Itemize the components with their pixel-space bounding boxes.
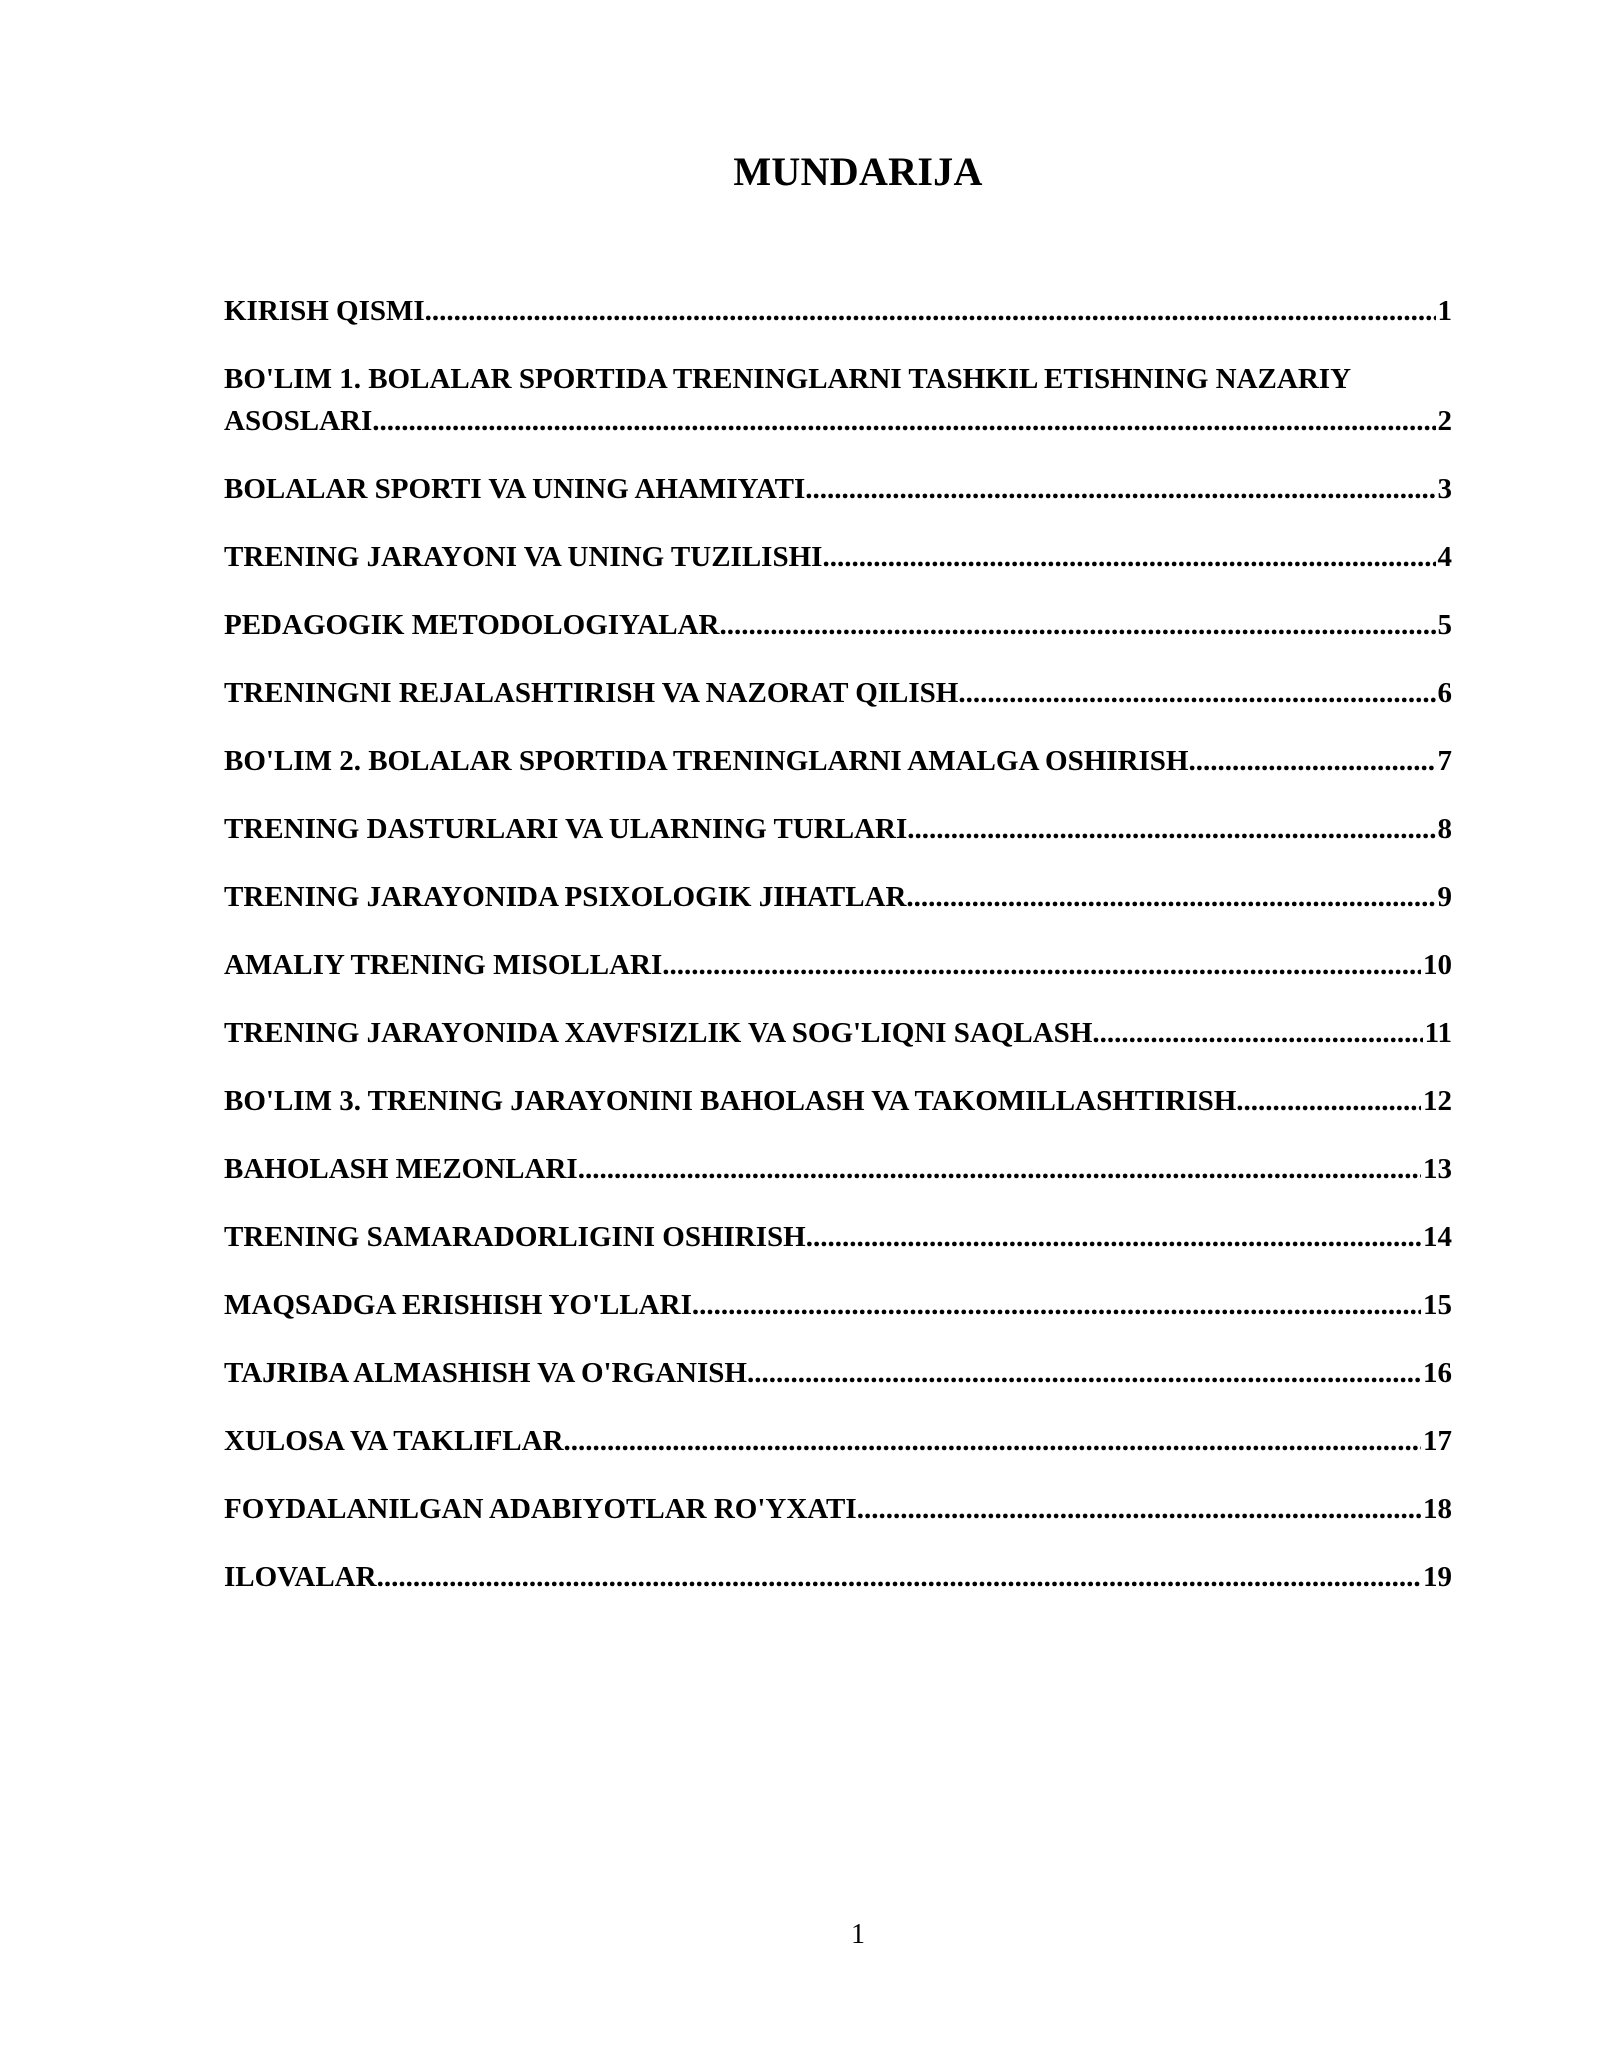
toc-entry[interactable] (224, 944, 1452, 986)
toc-dot-leader (906, 876, 1435, 918)
table-of-contents (224, 290, 1452, 1624)
toc-entry-title: BAHOLASH MEZONLARI (224, 1153, 578, 1185)
toc-entry-page: 8 (1437, 813, 1452, 845)
page-title: MUNDARIJA (733, 149, 983, 194)
toc-dot-leader (1236, 1080, 1421, 1122)
toc-entry-title: TRENING JARAYONIDA PSIXOLOGIK JIHATLAR (224, 881, 907, 913)
toc-entry[interactable] (224, 672, 1452, 714)
toc-entry[interactable] (224, 468, 1452, 510)
toc-entry-title: BO'LIM 2. BOLALAR SPORTIDA TRENINGLARNI AMALGA OSHIRISH (224, 745, 1189, 777)
toc-entry-title: TRENINGNI REJALASHTIRISH VA NAZORAT QILISH (224, 677, 959, 709)
toc-entry-title: BO'LIM 3. TRENING JARAYONINI BAHOLASH VA TAKOMILLASHTIRISH (224, 1085, 1237, 1117)
toc-dot-leader (822, 536, 1435, 578)
toc-dot-leader (805, 468, 1435, 510)
toc-dot-leader (747, 1352, 1421, 1394)
toc-dot-leader (692, 1284, 1421, 1326)
toc-entry-title: TRENING JARAYONIDA XAVFSIZLIK VA SOG'LIQNI SAQLASH (224, 1017, 1093, 1049)
toc-entry-page: 5 (1437, 609, 1452, 641)
toc-entry-page: 10 (1423, 949, 1452, 981)
toc-entry-title: TRENING JARAYONI VA UNING TUZILISHI (224, 541, 823, 573)
toc-entry-title: MAQSADGA ERISHISH YO'LLARI (224, 1289, 692, 1321)
toc-entry-title: FOYDALANILGAN ADABIYOTLAR RO'YXATI (224, 1493, 857, 1525)
toc-entry-page: 14 (1423, 1221, 1452, 1253)
toc-entry-page: 7 (1437, 745, 1452, 777)
toc-entry[interactable] (224, 1420, 1452, 1462)
toc-entry-title-line1: BO'LIM 1. BOLALAR SPORTIDA TRENINGLARNI TASHKIL ETISHNING NAZARIY (224, 363, 1352, 395)
toc-dot-leader (720, 604, 1436, 646)
toc-entry-page: 11 (1424, 1017, 1452, 1049)
toc-entry-page: 2 (1437, 405, 1452, 437)
toc-entry[interactable] (224, 1488, 1452, 1530)
toc-entry-page: 9 (1437, 881, 1452, 913)
toc-entry[interactable] (224, 290, 1452, 332)
toc-dot-leader (578, 1148, 1421, 1190)
toc-dot-leader (425, 290, 1436, 332)
toc-entry[interactable] (224, 1012, 1452, 1054)
toc-dot-leader (1189, 740, 1436, 782)
toc-entry[interactable] (224, 358, 1452, 442)
toc-entry[interactable] (224, 1080, 1452, 1122)
toc-entry-page: 18 (1423, 1493, 1452, 1525)
toc-entry-page: 3 (1437, 473, 1452, 505)
toc-entry[interactable] (224, 1148, 1452, 1190)
toc-entry-title: PEDAGOGIK METODOLOGIYALAR (224, 609, 720, 641)
toc-entry[interactable] (224, 536, 1452, 578)
toc-entry-page: 15 (1423, 1289, 1452, 1321)
toc-entry-title: TAJRIBA ALMASHISH VA O'RGANISH (224, 1357, 747, 1389)
toc-entry-title: ASOSLARI (224, 405, 373, 437)
toc-entry-page: 1 (1437, 295, 1452, 327)
toc-dot-leader (662, 944, 1421, 986)
toc-entry-title: TRENING DASTURLARI VA ULARNING TURLARI (224, 813, 908, 845)
toc-entry-title: TRENING SAMARADORLIGINI OSHIRISH (224, 1221, 806, 1253)
toc-dot-leader (372, 400, 1435, 442)
toc-dot-leader (806, 1216, 1421, 1258)
toc-entry[interactable] (224, 808, 1452, 850)
toc-dot-leader (857, 1488, 1421, 1530)
page-number: 1 (851, 1919, 865, 1950)
toc-entry-title: BOLALAR SPORTI VA UNING AHAMIYATI (224, 473, 806, 505)
toc-entry[interactable] (224, 1352, 1452, 1394)
toc-entry[interactable] (224, 1556, 1452, 1598)
toc-entry-title: KIRISH QISMI (224, 295, 425, 327)
toc-entry-page: 13 (1423, 1153, 1452, 1185)
toc-dot-leader (377, 1556, 1421, 1598)
toc-entry[interactable] (224, 1284, 1452, 1326)
toc-entry[interactable] (224, 740, 1452, 782)
toc-entry-page: 4 (1437, 541, 1452, 573)
toc-dot-leader (564, 1420, 1421, 1462)
toc-entry-page: 17 (1423, 1425, 1452, 1457)
toc-dot-leader (1092, 1012, 1422, 1054)
toc-entry[interactable] (224, 604, 1452, 646)
toc-entry[interactable] (224, 876, 1452, 918)
toc-entry[interactable] (224, 1216, 1452, 1258)
toc-entry-page: 12 (1423, 1085, 1452, 1117)
toc-entry-title: AMALIY TRENING MISOLLARI (224, 949, 663, 981)
toc-entry-title: XULOSA VA TAKLIFLAR (224, 1425, 564, 1457)
toc-dot-leader (958, 672, 1435, 714)
toc-entry-page: 6 (1437, 677, 1452, 709)
toc-dot-leader (907, 808, 1435, 850)
toc-entry-title: ILOVALAR (224, 1561, 377, 1593)
toc-entry-page: 19 (1423, 1561, 1452, 1593)
toc-entry-page: 16 (1423, 1357, 1452, 1389)
